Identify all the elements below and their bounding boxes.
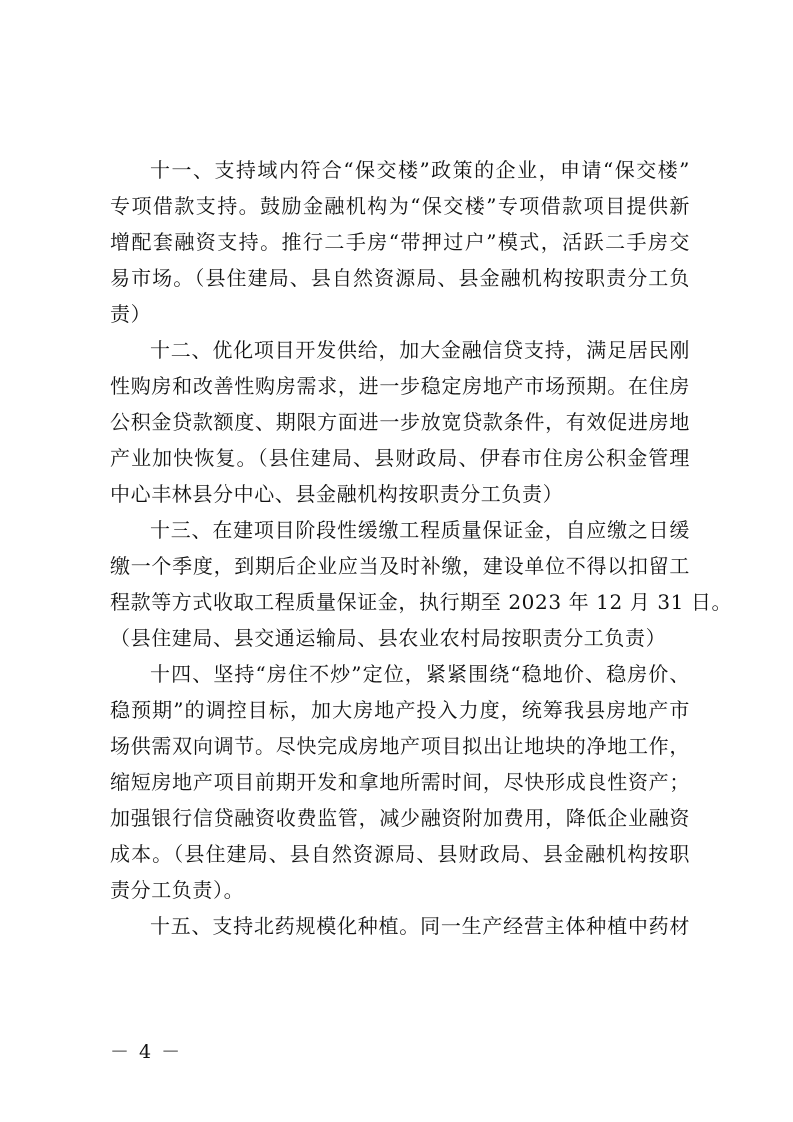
paragraph-line: 缴一个季度，到期后企业应当及时补缴，建设单位不得以扣留工 — [110, 554, 690, 578]
paragraph-line: 十三、在建项目阶段性缓缴工程质量保证金，自应缴之日缓 — [150, 518, 690, 542]
paragraph-line: 中心丰林县分中心、县金融机构按职责分工负责） — [110, 482, 564, 506]
paragraph-line: 缩短房地产项目前期开发和拿地所需时间，尽快形成良性资产； — [110, 770, 690, 794]
paragraph-line: 场供需双向调节。尽快完成房地产项目拟出让地块的净地工作， — [110, 734, 690, 758]
paragraph-line: 十四、坚持“房住不炒”定位，紧紧围绕“稳地价、稳房价、 — [150, 662, 690, 686]
paragraph-line: （县住建局、县交通运输局、县农业农村局按职责分工负责） — [110, 626, 667, 650]
paragraph-line: 稳预期”的调控目标，加大房地产投入力度，统筹我县房地产市 — [110, 698, 690, 722]
paragraph-line: 加强银行信贷融资收费监管，减少融资附加费用，降低企业融资 — [110, 806, 690, 830]
paragraph-line: 十五、支持北药规模化种植。同一生产经营主体种植中药材 — [150, 914, 690, 938]
paragraph-line: 增配套融资支持。推行二手房“带押过户”模式，活跃二手房交 — [110, 230, 690, 254]
paragraph-line: 专项借款支持。鼓励金融机构为“保交楼”专项借款项目提供新 — [110, 194, 690, 218]
paragraph-line: 易市场。（县住建局、县自然资源局、县金融机构按职责分工负 — [110, 266, 690, 290]
page-number: － 4 － — [110, 1041, 183, 1063]
paragraph-line: 责分工负责）。 — [110, 878, 245, 902]
paragraph-line: 责） — [110, 302, 152, 326]
paragraph-line: 性购房和改善性购房需求，进一步稳定房地产市场预期。在住房 — [110, 374, 690, 398]
paragraph-line: 公积金贷款额度、期限方面进一步放宽贷款条件，有效促进房地 — [110, 410, 690, 434]
paragraph-line: 产业加快恢复。（县住建局、县财政局、伊春市住房公积金管理 — [110, 446, 690, 470]
paragraph-line: 成本。（县住建局、县自然资源局、县财政局、县金融机构按职 — [110, 842, 690, 866]
paragraph-line: 程款等方式收取工程质量保证金，执行期至 2023 年 12 月 31 日。 — [110, 590, 733, 614]
body-text — [110, 152, 733, 944]
paragraph-line: 十二、优化项目开发供给，加大金融信贷支持，满足居民刚 — [150, 338, 690, 362]
paragraph-line: 十一、支持域内符合“保交楼”政策的企业，申请“保交楼” — [150, 158, 690, 182]
